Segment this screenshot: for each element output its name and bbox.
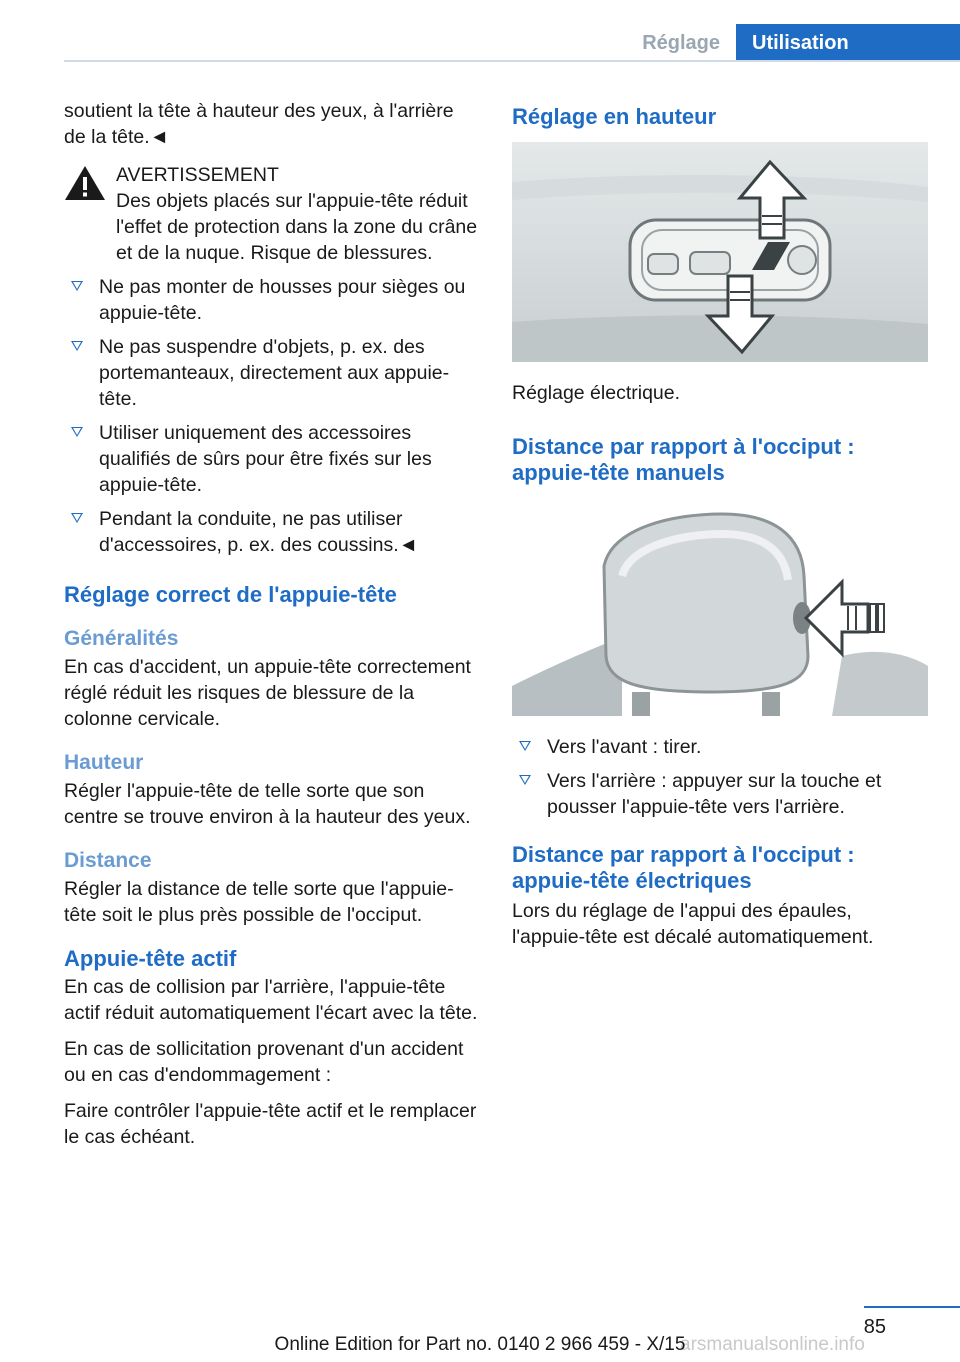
list-item: Ne pas suspendre d'objets, p. ex. des portemanteaux, directement aux appuie-tête. — [64, 334, 478, 412]
manual-list — [512, 734, 928, 820]
edition-footer: Online Edition for Part no. 0140 2 966 459 - X/15 — [274, 1334, 686, 1355]
headrest-figure — [512, 506, 928, 716]
warning-list — [64, 274, 478, 558]
section-title-appuie-tete-actif: Appuie-tête actif — [64, 946, 237, 971]
section-title-electriques: Distance par rapport à l'occiput : appuie-tête électriques — [512, 842, 855, 893]
distance-text: Régler la distance de telle sorte que l'appuie-tête soit le plus près possible de l'occiput. — [64, 878, 454, 926]
section-title-reglage-correct: Réglage correct de l'appuie-tête — [64, 582, 397, 607]
section-title-manuels: Distance par rapport à l'occiput : appuie-tête manuels — [512, 434, 855, 485]
generalites-text: En cas d'accident, un appuie-tête correctement réglé réduit les risques de blessure de la colonne cervicale. — [64, 656, 471, 730]
list-item: Vers l'avant : tirer. — [512, 734, 928, 760]
intro-paragraph: soutient la tête à hauteur des yeux, à l'arrière de la tête.◄ — [64, 100, 454, 148]
header-tab-reglage[interactable]: Réglage — [642, 32, 720, 54]
header-rule — [64, 60, 960, 62]
left-column — [64, 98, 478, 1160]
hauteur-text: Régler l'appuie-tête de telle sorte que son centre se trouve environ à la hauteur des yeux. — [64, 780, 471, 828]
list-item: Vers l'arrière : appuyer sur la touche et pousser l'appuie-tête vers l'arrière. — [512, 768, 928, 820]
actif-text-2: En cas de sollicitation provenant d'un accident ou en cas d'endommagement : — [64, 1038, 464, 1086]
list-item: Ne pas monter de housses pour sièges ou appuie-tête. — [64, 274, 478, 326]
actif-text-1: En cas de collision par l'arrière, l'appuie-tête actif réduit automatiquement l'écart avec la tête. — [64, 976, 478, 1024]
warning-block — [64, 162, 478, 266]
list-item: Pendant la conduite, ne pas utiliser d'accessoires, p. ex. des coussins.◄ — [64, 506, 478, 558]
actif-text-3: Faire contrôler l'appuie-tête actif et le remplacer le cas échéant. — [64, 1100, 477, 1148]
warning-icon — [64, 164, 106, 202]
warning-text: Des objets placés sur l'appuie-tête réduit l'effet de protection dans la zone du crâne et de la nuque. Risque de blessures. — [116, 190, 478, 264]
figure-caption: Réglage électrique. — [512, 382, 681, 404]
page-number: 85 — [863, 1316, 886, 1338]
section-title-reglage-hauteur: Réglage en hauteur — [512, 104, 717, 129]
footer-rule — [864, 1306, 960, 1308]
watermark: arsmanualsonline.info — [680, 1334, 865, 1355]
subheading-distance: Distance — [64, 849, 152, 872]
warning-title: AVERTISSEMENT — [116, 164, 279, 186]
header-tab-utilisation[interactable]: Utilisation — [736, 24, 960, 62]
right-column — [512, 98, 928, 960]
list-item: Utiliser uniquement des accessoires qualifiés de sûrs pour être fixés sur les appuie-tête. — [64, 420, 478, 498]
seat-switch-figure — [512, 142, 928, 362]
subheading-hauteur: Hauteur — [64, 751, 144, 774]
subheading-generalites: Généralités — [64, 627, 179, 650]
electric-text: Lors du réglage de l'appui des épaules, l'appuie-tête est décalé automatiquement. — [512, 900, 874, 948]
